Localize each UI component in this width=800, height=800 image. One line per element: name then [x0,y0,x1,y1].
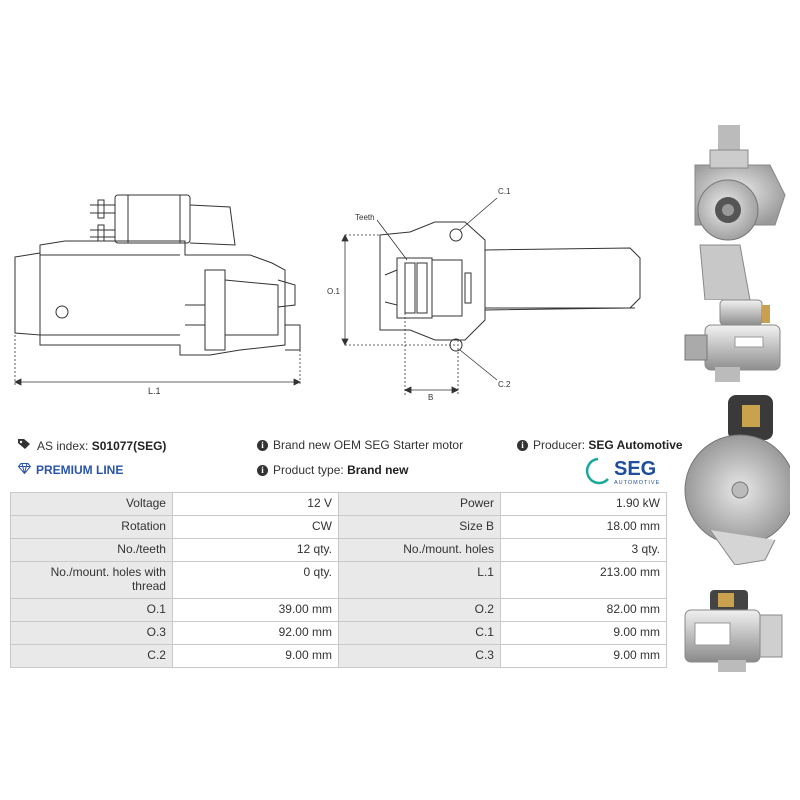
spec-row [11,599,667,622]
product-type-label: Product type: [273,463,344,477]
spec-row [11,645,667,668]
spec-label: Voltage [11,493,173,516]
product-photo-front [680,125,790,300]
premium-line-text: PREMIUM LINE [36,463,124,477]
spec-value: 9.00 mm [500,645,666,668]
spec-label: C.3 [338,645,500,668]
o1-label: O.1 [327,287,340,296]
premium-line-badge [18,463,123,477]
description-info [257,438,463,452]
product-photo-side [680,295,790,385]
producer-label: Producer: [533,438,586,452]
spec-row [11,539,667,562]
info-icon: i [257,465,268,476]
spec-row [11,562,667,599]
product-type-value: Brand new [347,463,409,477]
as-index-info [18,438,166,453]
spec-value: 92.00 mm [172,622,338,645]
product-type-info [257,463,408,477]
svg-text:AUTOMOTIVE: AUTOMOTIVE [614,480,661,486]
spec-value: 12 V [172,493,338,516]
spec-table [10,492,667,668]
spec-value: 12 qty. [172,539,338,562]
spec-value: 0 qty. [172,562,338,599]
product-photo-label-side [680,585,790,675]
spec-value: 9.00 mm [500,622,666,645]
spec-label: O.3 [11,622,173,645]
spec-label: Rotation [11,516,173,539]
seg-automotive-logo [584,455,674,487]
spec-value: CW [172,516,338,539]
product-photo-rear [680,390,790,565]
info-icon: i [517,440,528,451]
teeth-label: Teeth [355,213,375,222]
spec-label: No./teeth [11,539,173,562]
tags-icon [18,438,32,453]
spec-label: C.1 [338,622,500,645]
c1-label: C.1 [498,187,511,196]
spec-label: C.2 [11,645,173,668]
diamond-icon [18,463,31,477]
b-label: B [428,393,434,402]
l1-label: L.1 [148,386,161,396]
spec-row [11,516,667,539]
as-index-label: AS index: [37,438,89,453]
c2-label: C.2 [498,380,511,389]
description-text: Brand new OEM SEG Starter motor [273,438,464,452]
spec-value: 82.00 mm [500,599,666,622]
as-index-value: S01077(SEG) [91,438,167,453]
front-view-drawing [325,180,665,405]
spec-value: 1.90 kW [500,493,666,516]
svg-text:SEG: SEG [614,458,657,480]
spec-label: Power [338,493,500,516]
info-icon: i [257,440,268,451]
spec-value: 3 qty. [500,539,666,562]
spec-label: O.1 [11,599,173,622]
spec-row [11,493,667,516]
side-view-drawing [10,185,305,400]
producer-info [517,438,683,452]
spec-row [11,622,667,645]
spec-value: 18.00 mm [500,516,666,539]
spec-value: 9.00 mm [172,645,338,668]
producer-value: SEG Automotive [588,438,683,452]
spec-label: O.2 [338,599,500,622]
spec-value: 39.00 mm [172,599,338,622]
spec-label: Size B [338,516,500,539]
spec-label: No./mount. holes [338,539,500,562]
spec-label: L.1 [338,562,500,599]
spec-value: 213.00 mm [500,562,666,599]
spec-label: No./mount. holes with thread [11,562,173,599]
